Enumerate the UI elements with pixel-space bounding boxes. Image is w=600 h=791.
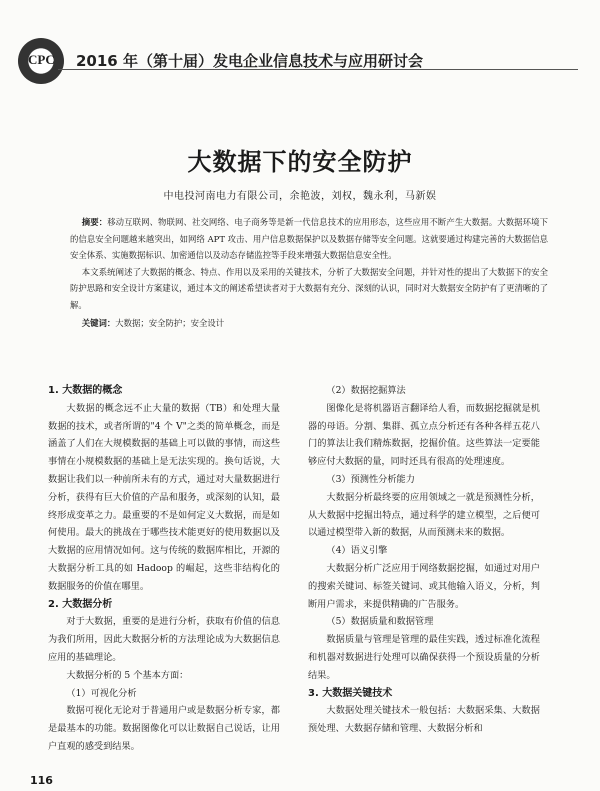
abstract-p1 bbox=[70, 214, 548, 264]
right-column bbox=[308, 382, 540, 738]
conference-header bbox=[18, 38, 578, 84]
item-1-title: （1）可视化分析 bbox=[66, 687, 137, 699]
section-3-title: 3. 大数据关键技术 bbox=[308, 687, 393, 699]
abstract bbox=[70, 214, 548, 332]
logo-text: CPC bbox=[28, 52, 55, 67]
item-3-paragraph: 大数据分析最终要的应用领域之一就是预测性分析，从大数据中挖掘出特点，通过科学的建立模型，之后便可以通过模型带入新的数据，从而预测未来的数据。 bbox=[308, 491, 540, 539]
section-3-paragraph: 大数据处理关键技术一般包括：大数据采集、大数据预处理、大数据存储和管理、大数据分析和 bbox=[308, 705, 540, 735]
item-3-title: （3）预测性分析能力 bbox=[326, 473, 415, 485]
page-number: 116 bbox=[30, 774, 53, 787]
item-4-paragraph: 大数据分析广泛应用于网络数据挖掘，如通过对用户的搜索关键词、标签关键词、或其他输入语义，分析，判断用户需求，来提供精确的广告服务。 bbox=[308, 562, 540, 610]
item-2-paragraph: 图像化是将机器语言翻译给人看，而数据挖掘就是机器的母语。分割、集群、孤立点分析还有各种各样五花八门的算法让我们精炼数据，挖掘价值。这些算法一定要能够应付大数据的量，同时还具有很高的处理速度。 bbox=[308, 402, 540, 468]
section-1-paragraph: 大数据的概念远不止大量的数据（TB）和处理大量数据的技术，或者所谓的"4 个 V"之类的简单概念，而是涵盖了人们在大规模数据的基础上可以做的事情，而这些事情在小规模数据的基础上是无法实现的。换句话说，大数据让我们以一种前所未有的方式，通过对大量数据进行分析，获得有巨大价值的产品和服务，或深刻的认知，最终形成变革之力。最重要的不是如何定义大数据，而是如何使用。最大的挑战在于哪些技术能更好的使用数据以及大数据的应用情况如何。这与传统的数据库相比，开源的大数据分析工具的如 Hadoop 的崛起，这些非结构化的数据服务的价值在哪里。 bbox=[48, 402, 280, 592]
abstract-label: 摘要： bbox=[81, 217, 108, 227]
keywords-text: 大数据；安全防护；安全设计 bbox=[115, 318, 225, 328]
item-5-paragraph: 数据质量与管理是管理的最佳实践，透过标准化流程和机器对数据进行处理可以确保获得一个预设质量的分析结果。 bbox=[308, 634, 540, 681]
keywords-label: 关键词： bbox=[81, 318, 116, 328]
conference-logo bbox=[18, 38, 64, 84]
paper-title: 大数据下的安全防护 bbox=[187, 148, 413, 176]
section-1-title: 1. 大数据的概念 bbox=[48, 385, 123, 396]
authors: 中电投河南电力有限公司，余艳波，刘权，魏永利，马新娱 bbox=[163, 191, 437, 202]
section-2-paragraph: 对于大数据，重要的是进行分析，获取有价值的信息为我们所用，因此大数据分析的方法理论成为大数据信息应用的基础理论。 bbox=[48, 616, 280, 663]
conference-title: 2016 年（第十届）发电企业信息技术与应用研讨会 bbox=[76, 52, 423, 70]
item-2-title: （2）数据挖掘算法 bbox=[326, 385, 406, 396]
keywords bbox=[70, 315, 548, 332]
item-4-title: （4）语义引擎 bbox=[326, 545, 388, 557]
section-2-title: 2. 大数据分析 bbox=[48, 598, 113, 610]
left-column bbox=[48, 382, 280, 756]
section-2-intro: 大数据分析的 5 个基本方面： bbox=[66, 669, 189, 681]
abstract-p2: 本文系统阐述了大数据的概念、特点、作用以及采用的关键技术，分析了大数据安全问题，并针对性的提出了大数据下的安全防护思路和安全设计方案建议，通过本文的阐述希望读者对于大数据有充分、深刻的认识，同时对大数据安全防护有了更清晰的了解。 bbox=[70, 266, 548, 310]
abstract-text-1: 移动互联网、物联网、社交网络、电子商务等是新一代信息技术的应用形态，这些应用不断产生大数据。大数据环境下的信息安全问题越来越突出，如网络 APT 攻击、用户信息数据保护以及数据存储等安全问题。这就要通过构建完善的大数据信息安全体系、实施数据标识、加密通信以及动态存储监控等手段来增强大数据信息安全性。 bbox=[70, 217, 548, 260]
item-1-paragraph: 数据可视化无论对于普通用户或是数据分析专家，都是最基本的功能。数据图像化可以让数据自己说话，让用户直观的感受到结果。 bbox=[48, 705, 280, 752]
item-5-title: （5）数据质量和数据管理 bbox=[326, 616, 434, 628]
